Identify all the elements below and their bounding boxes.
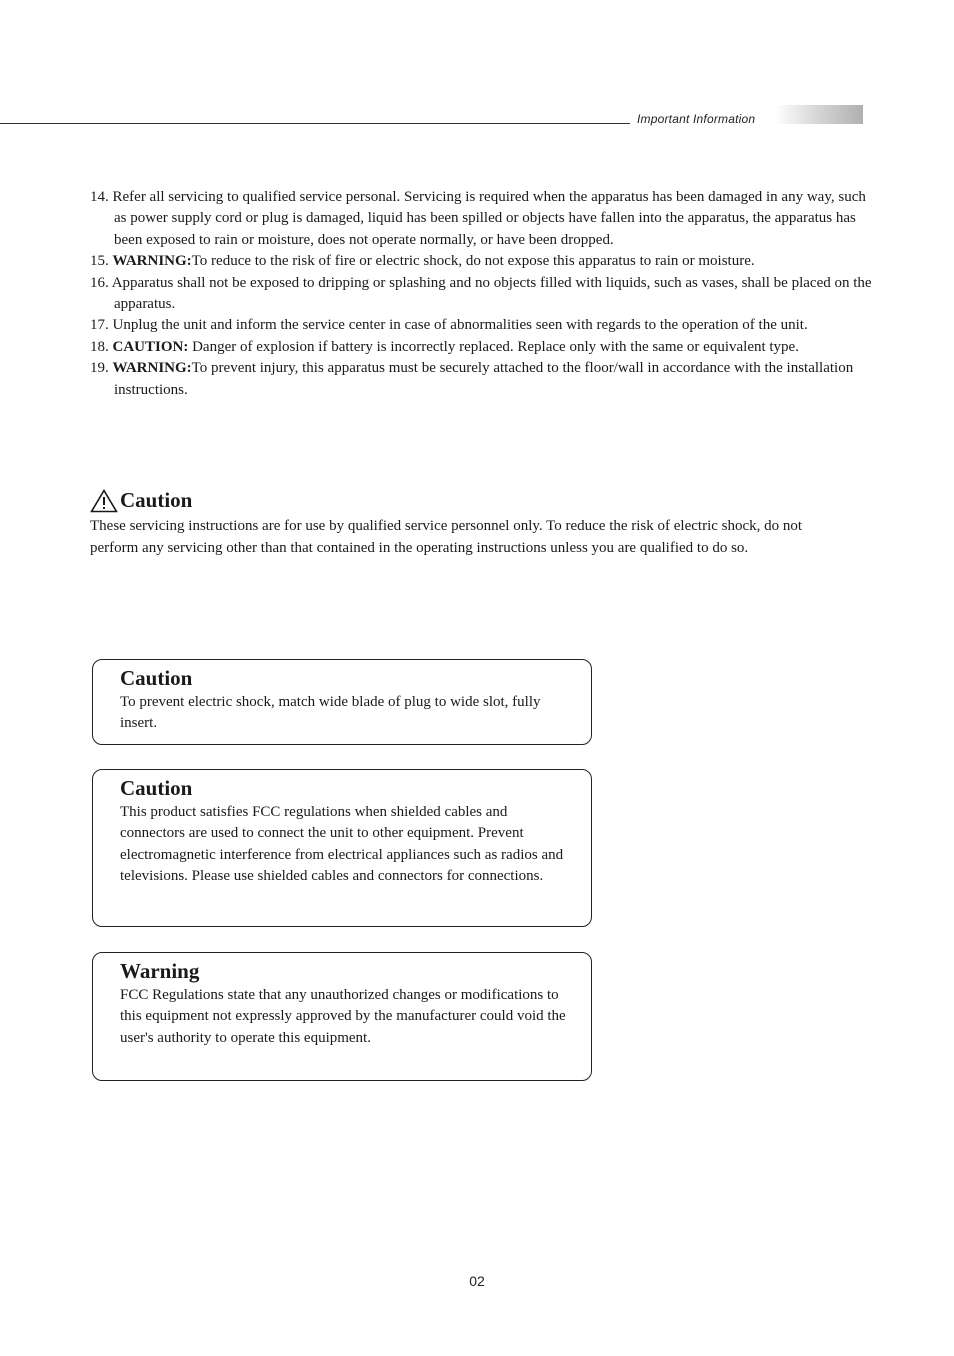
box-heading: Caution [120, 776, 193, 800]
item-number: 16. [90, 274, 109, 291]
item-text: Danger of explosion if battery is incorrectly replaced. Replace only with the same or equivalent type. [192, 338, 799, 355]
caution-section-heading [90, 488, 192, 513]
item-text: Refer all servicing to qualified service personal. Servicing is required when the apparatus has been damaged in any way, such as power supply cord or plug is damaged, liquid has been spilled or objects have fallen into the apparatus, the apparatus has been exposed to rain or moisture, does not operate normally, or have been dropped. [112, 189, 866, 248]
box-text: This product satisfies FCC regulations when shielded cables and connectors are used to connect the unit to other equipment. Prevent electromagnetic interference from electrical appliances such as radios and televisions. Please use shielded cables and connectors for connections. [120, 804, 564, 885]
item-number: 17. [90, 317, 109, 334]
box-text: FCC Regulations state that any unauthorized changes or modifications to this equipment not expressly approved by the manufacturer could void the user's authority to operate this equipment. [120, 987, 566, 1046]
box-text: To prevent electric shock, match wide blade of plug to wide slot, fully insert. [120, 694, 541, 732]
box-heading: Caution [120, 666, 193, 690]
item-text: Unplug the unit and inform the service center in case of abnormalities seen with regards to the operation of the unit. [112, 317, 808, 334]
warning-triangle-icon [90, 489, 118, 513]
list-item [90, 358, 880, 401]
item-text: To reduce to the risk of fire or electric shock, do not expose this apparatus to rain or moisture. [191, 253, 755, 270]
item-number: 14. [90, 189, 109, 205]
safety-instructions-list [90, 187, 880, 401]
list-item [90, 315, 880, 336]
header-rule [0, 123, 630, 124]
header-gradient-bar [775, 105, 863, 124]
list-item [90, 337, 880, 358]
page-number: 02 [469, 1273, 485, 1289]
item-number: 19. [90, 360, 109, 377]
caution-heading-text: Caution [120, 488, 193, 512]
list-item [90, 273, 880, 316]
caution-box-fcc [92, 769, 592, 927]
item-label: CAUTION: [112, 338, 189, 355]
item-label: WARNING: [112, 253, 192, 270]
caution-box-plug [92, 659, 592, 745]
item-number: 15. [90, 253, 109, 270]
item-label: WARNING: [112, 360, 192, 377]
warning-box-fcc [92, 952, 592, 1081]
box-heading: Warning [120, 959, 200, 983]
list-item [90, 187, 880, 251]
caution-section-text: These servicing instructions are for use by qualified service personnel only. To reduce the risk of electric shock, do not perform any servicing other than that contained in the operating instructions unless you are qualified to do so. [90, 518, 803, 556]
item-text: Apparatus shall not be exposed to dripping or splashing and no objects filled with liquids, such as vases, shall be placed on the apparatus. [111, 274, 872, 313]
item-number: 18. [90, 338, 109, 355]
item-text: To prevent injury, this apparatus must be securely attached to the floor/wall in accordance with the installation instructions. [114, 360, 854, 398]
list-item [90, 251, 880, 272]
header-title: Important Information [637, 112, 756, 126]
